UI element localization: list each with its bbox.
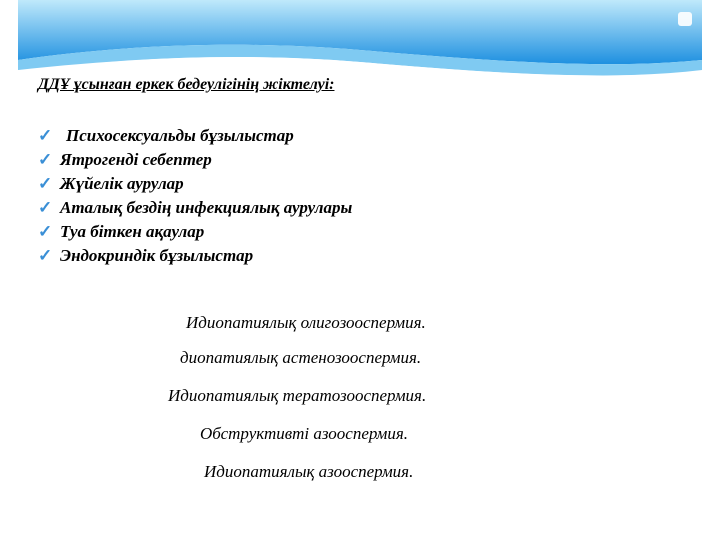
list-item-label: Ятрогенді себептер [60, 150, 212, 169]
diagnosis-line: Идиопатиялық тератозооспермия. [168, 386, 427, 405]
causes-list [38, 124, 352, 268]
checkmark-icon: ✓ [38, 174, 53, 193]
list-item-label: Жүйелік аурулар [60, 174, 184, 193]
list-item [38, 244, 352, 268]
checkmark-icon: ✓ [38, 198, 53, 217]
list-item [38, 196, 352, 220]
checkmark-icon: ✓ [38, 246, 53, 265]
list-item [38, 148, 352, 172]
list-item-label: Туа біткен ақаулар [60, 222, 205, 241]
list-item-label: Психосексуальды бұзылыстар [66, 126, 294, 145]
diagnosis-line: Идиопатиялық азооспермия. [204, 462, 414, 481]
checkmark-icon: ✓ [38, 150, 53, 169]
diagnosis-line: Обструктивті азооспермия. [200, 424, 409, 443]
checkmark-icon: ✓ [38, 126, 53, 145]
diagnosis-line: диопатиялық астенозооспермия. [180, 348, 422, 367]
list-item [38, 220, 352, 244]
list-item [38, 124, 352, 148]
slide-heading: ДДҰ ұсынған еркек бедеулігінің жіктелуі: [38, 76, 335, 93]
diagnosis-line: Идиопатиялық олигозооспермия. [186, 313, 426, 332]
list-item-label: Аталық бездің инфекциялық аурулары [60, 198, 353, 217]
list-item [38, 172, 352, 196]
list-item-label: Эндокриндік бұзылыстар [60, 246, 254, 265]
checkmark-icon: ✓ [38, 222, 53, 241]
